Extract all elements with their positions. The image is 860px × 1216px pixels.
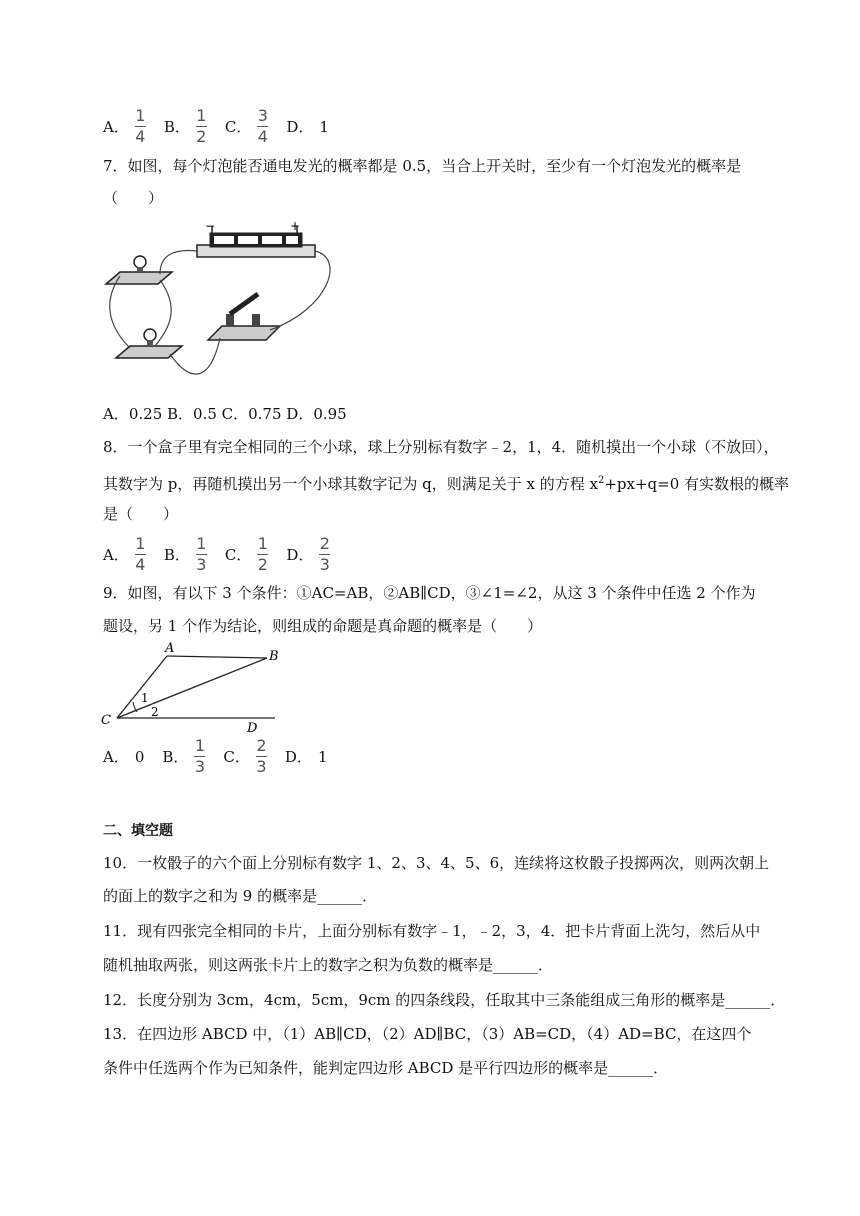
- fraction: $\frac{1}{2}$: [257, 534, 268, 574]
- option-letter: B．: [163, 118, 190, 136]
- option-letter: B．: [163, 546, 190, 564]
- switch-icon: [208, 294, 280, 340]
- option-value: 0: [134, 747, 145, 766]
- option-letter: B．: [162, 748, 189, 766]
- point-label-a: A: [165, 641, 175, 656]
- q13-text-line1: 13．在四边形 ABCD 中，（1）AB∥CD，（2）AD∥BC，（3）AB=CD，（4）AD=BC，在这四个: [103, 1025, 752, 1043]
- q7-options: A．0.25 B．0.5 C．0.75 D．0.95: [103, 405, 347, 423]
- q6-option-a[interactable]: [103, 108, 146, 145]
- fraction: $\frac{1}{3}$: [196, 534, 207, 574]
- q9-option-b[interactable]: [162, 738, 205, 775]
- q12-text-line1: 12．长度分别为 3cm，4cm，5cm，9cm 的四条线段，任取其中三条能组成三角形的概率是______．: [103, 991, 786, 1009]
- q10-text-line2: 的面上的数字之和为 9 的概率是______．: [103, 887, 378, 905]
- fraction: $\frac{1}{4}$: [135, 534, 146, 574]
- point-label-d: D: [247, 721, 258, 736]
- q8-options: [103, 536, 348, 573]
- angle-label-1: 1: [141, 691, 149, 705]
- point-label-c: C: [101, 713, 111, 728]
- q6-option-c[interactable]: [225, 108, 268, 145]
- q6-option-b[interactable]: [164, 108, 207, 145]
- geometry-figure: [95, 638, 295, 738]
- fraction: $\frac{1}{2}$: [196, 106, 207, 146]
- q10-text-line1: 10．一枚骰子的六个面上分别标有数字 1、2、3、4、5、6，连续将这枚骰子投掷两次，则两次朝上: [103, 854, 770, 872]
- option-letter: C．: [224, 546, 252, 564]
- fraction: $\frac{2}{3}$: [256, 736, 267, 776]
- fraction: $\frac{3}{4}$: [257, 106, 268, 146]
- fraction: $\frac{2}{3}$: [319, 534, 330, 574]
- option-letter: C．: [224, 118, 252, 136]
- q9-option-c[interactable]: [223, 738, 266, 775]
- bulb-icon: [106, 256, 172, 284]
- q8-option-a[interactable]: [103, 536, 146, 573]
- q6-option-d[interactable]: [286, 116, 329, 137]
- q13-text-line2: 条件中任选两个作为已知条件，能判定四边形 ABCD 是平行四边形的概率是______．: [103, 1059, 669, 1077]
- battery: [197, 219, 315, 257]
- q9-text-line1: 9．如图，有以下 3 个条件：①AC=AB，②AB∥CD，③∠1=∠2，从这 3 个条件中任选 2 个作为: [103, 584, 756, 602]
- section-title: 二、填空题: [103, 823, 173, 839]
- point-label-b: B: [269, 649, 279, 664]
- circuit-figure: [100, 218, 340, 393]
- option-letter: D．: [286, 546, 314, 564]
- q11-text-line2: 随机抽取两张，则这两张卡片上的数字之积为负数的概率是______．: [103, 956, 554, 974]
- q9-text-line2: 题设，另 1 个作为结论，则组成的命题是真命题的概率是（ ）: [103, 617, 543, 635]
- option-letter: A．: [103, 748, 129, 766]
- q6-options: [103, 108, 347, 145]
- q8-text-line3: 是（ ）: [103, 505, 179, 523]
- option-letter: A．: [103, 118, 129, 136]
- q8-option-c[interactable]: [225, 536, 268, 573]
- option-value: 1: [319, 117, 329, 136]
- option-letter: D．: [286, 118, 314, 136]
- option-letter: A．: [103, 546, 129, 564]
- q8-option-b[interactable]: [164, 536, 207, 573]
- q7-text-line1: 7．如图，每个灯泡能否通电发光的概率都是 0.5，当合上开关时，至少有一个灯泡发光的概率是: [103, 157, 742, 175]
- angle-label-2: 2: [151, 705, 159, 719]
- q8-text-line2: 其数字为 p，再随机摸出另一个小球其数字记为 q，则满足关于 x 的方程 $x^2+px+q=0$ 有实数根的概率: [103, 475, 790, 493]
- q9-option-a[interactable]: [103, 746, 144, 767]
- q8-text-line1: 8．一个盒子里有完全相同的三个小球，球上分别标有数字﹣2，1，4．随机摸出一个小球（不放回），: [103, 438, 779, 456]
- battery-minus-label: −: [205, 219, 216, 233]
- q9-option-d[interactable]: [285, 746, 328, 767]
- fraction: $\frac{1}{3}$: [194, 736, 206, 776]
- option-letter: C．: [223, 748, 250, 766]
- q11-text-line1: 11．现有四张完全相同的卡片，上面分别标有数字﹣1，﹣2，3，4．把卡片背面上洗匀，然后从中: [103, 922, 761, 940]
- option-value: 1: [317, 747, 328, 766]
- q9-options: [103, 738, 345, 775]
- battery-plus-label: +: [290, 219, 301, 233]
- fraction: $\frac{1}{4}$: [135, 106, 146, 146]
- q8-option-d[interactable]: [286, 536, 330, 573]
- option-letter: D．: [284, 748, 312, 766]
- q7-text-line2: （ ）: [103, 189, 164, 207]
